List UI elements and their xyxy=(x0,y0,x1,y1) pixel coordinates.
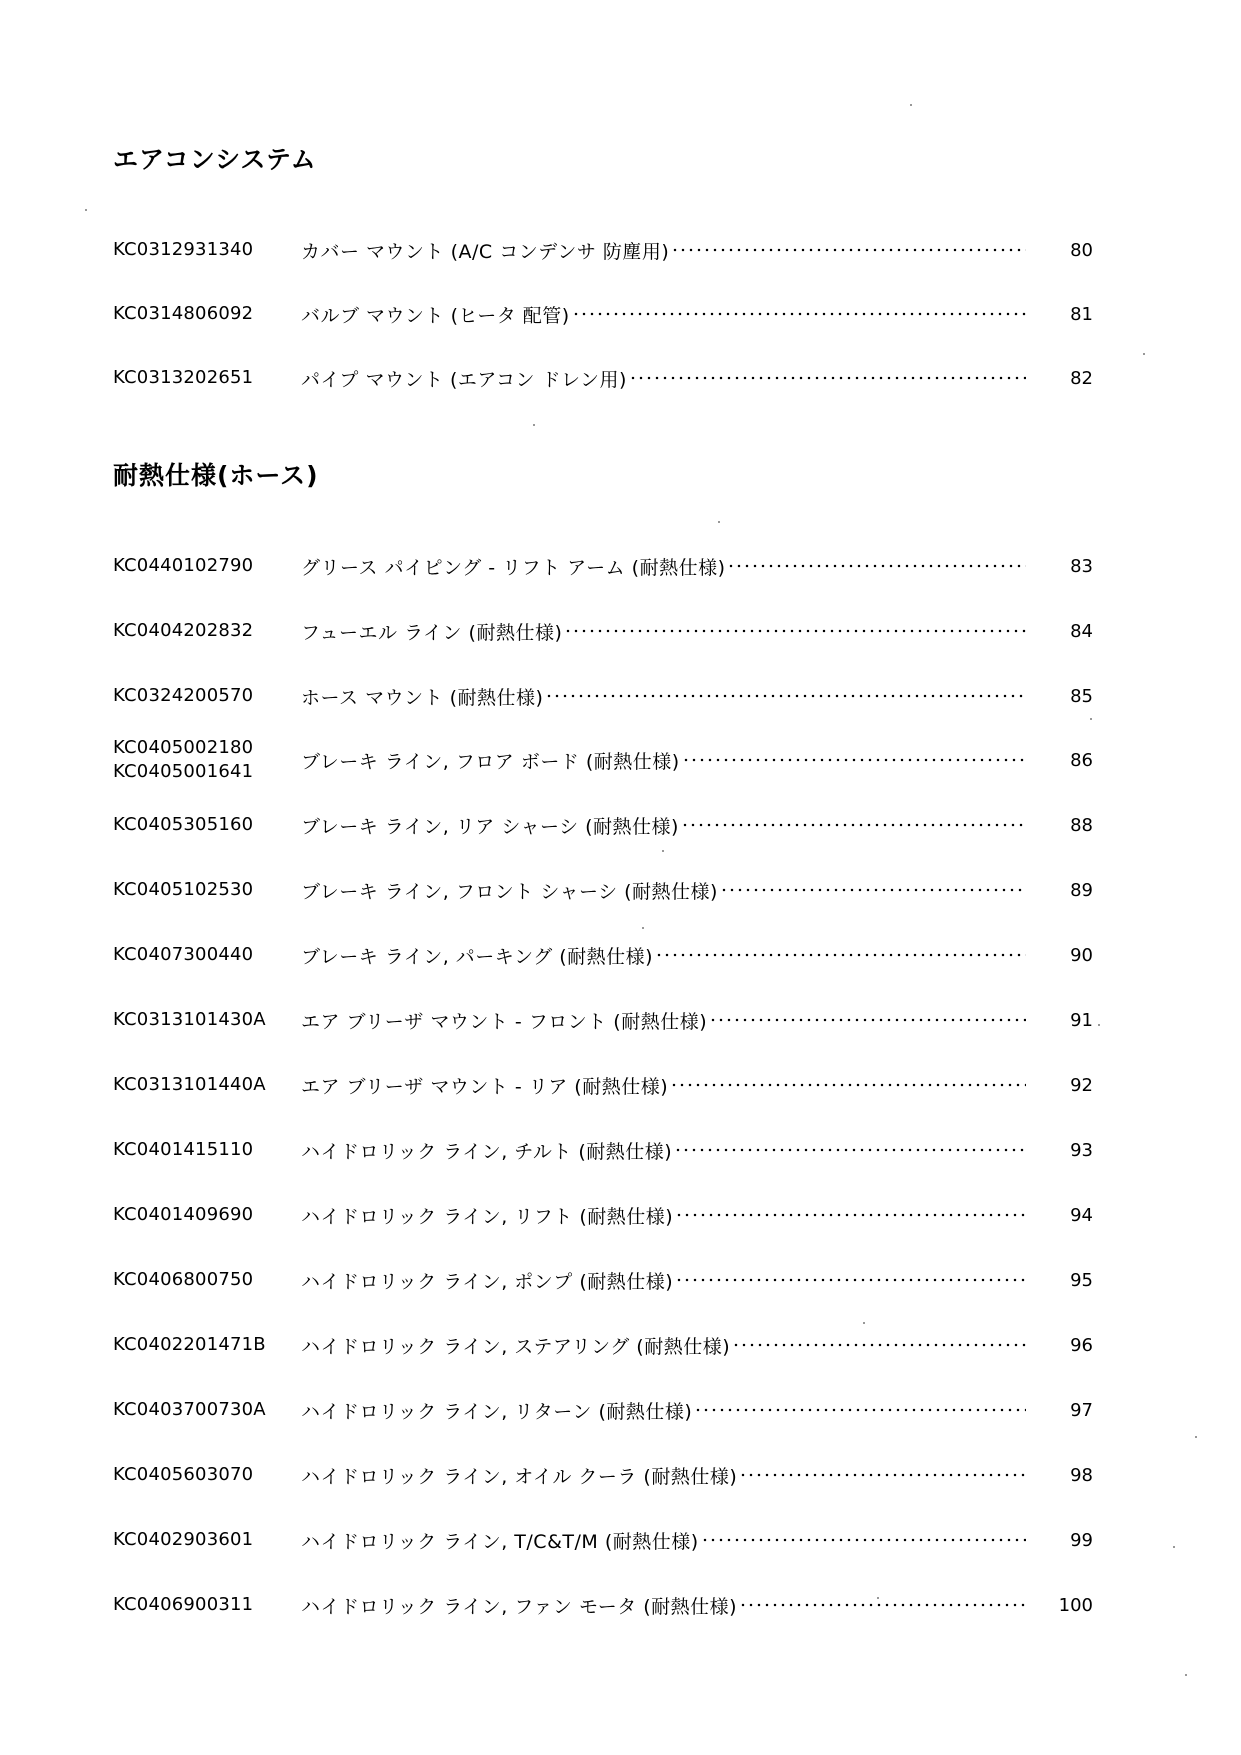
dot-leader xyxy=(671,230,1026,270)
entry-title-column xyxy=(301,1000,1026,1040)
entry-title-column xyxy=(301,230,1026,270)
toc-entry xyxy=(113,1195,1093,1235)
entry-title-column xyxy=(301,611,1026,651)
scan-speck xyxy=(1090,718,1092,720)
toc-entry xyxy=(113,1390,1093,1430)
entry-title: ハイドロリック ライン, チルト (耐熱仕様) xyxy=(301,1140,673,1163)
part-number-column xyxy=(113,1195,293,1235)
toc-entry xyxy=(113,1065,1093,1105)
dot-leader xyxy=(739,1585,1026,1625)
dot-leader xyxy=(655,935,1026,975)
toc-entry xyxy=(113,358,1093,398)
toc-entry xyxy=(113,676,1093,716)
dot-leader xyxy=(739,1455,1026,1495)
part-number: KC0405002180 xyxy=(113,737,254,758)
toc-entry xyxy=(113,1260,1093,1300)
toc-entry xyxy=(113,870,1093,910)
part-number-column xyxy=(113,805,293,845)
dot-leader xyxy=(564,611,1026,651)
entry-title: ハイドロリック ライン, T/C&T/M (耐熱仕様) xyxy=(301,1530,699,1553)
dot-leader xyxy=(670,1065,1026,1105)
dot-leader xyxy=(720,870,1026,910)
part-number: KC0402201471B xyxy=(113,1334,266,1355)
part-number: KC0405603070 xyxy=(113,1464,254,1485)
toc-entry xyxy=(113,230,1093,270)
entry-title: ハイドロリック ライン, ステアリング (耐熱仕様) xyxy=(301,1335,731,1358)
part-number-column xyxy=(113,1390,293,1430)
toc-entry xyxy=(113,1325,1093,1365)
scan-speck xyxy=(1195,1436,1197,1438)
entry-title-column xyxy=(301,1520,1026,1560)
scan-speck xyxy=(642,927,644,929)
scan-speck xyxy=(877,1597,879,1599)
part-number: KC0402903601 xyxy=(113,1529,254,1550)
entry-title-column xyxy=(301,732,1026,788)
entry-title: ブレーキ ライン, フロア ボード (耐熱仕様) xyxy=(301,750,680,773)
entry-title-column xyxy=(301,294,1026,334)
dot-leader xyxy=(545,676,1026,716)
entry-title: ハイドロリック ライン, オイル クーラ (耐熱仕様) xyxy=(301,1465,738,1488)
part-number-column xyxy=(113,1455,293,1495)
dot-leader xyxy=(572,294,1026,334)
dot-leader xyxy=(675,1195,1026,1235)
entry-title-column xyxy=(301,358,1026,398)
part-number-column xyxy=(113,1325,293,1365)
dot-leader xyxy=(674,1130,1026,1170)
part-number: KC0405102530 xyxy=(113,879,254,900)
part-number-column xyxy=(113,935,293,975)
part-number-column xyxy=(113,1065,293,1105)
part-number-column xyxy=(113,1130,293,1170)
entry-title-column xyxy=(301,1325,1026,1365)
entry-title-column xyxy=(301,870,1026,910)
entry-title: グリース パイピング - リフト アーム (耐熱仕様) xyxy=(301,556,726,579)
page-number: 84 xyxy=(1070,620,1093,642)
page-number: 100 xyxy=(1058,1594,1093,1616)
toc-entry xyxy=(113,611,1093,651)
part-number-column xyxy=(113,732,293,788)
dot-leader xyxy=(682,740,1026,780)
toc-entry xyxy=(113,294,1093,334)
part-number: KC0406900311 xyxy=(113,1594,254,1615)
entry-title: ブレーキ ライン, フロント シャーシ (耐熱仕様) xyxy=(301,880,718,903)
section-heading: 耐熱仕様(ホース) xyxy=(113,461,319,490)
toc-entry xyxy=(113,1520,1093,1560)
scan-speck xyxy=(533,424,535,426)
scan-speck xyxy=(718,521,720,523)
page-number: 86 xyxy=(1070,749,1093,771)
page-number: 81 xyxy=(1070,303,1093,325)
entry-title: カバー マウント (A/C コンデンサ 防塵用) xyxy=(301,240,670,263)
toc-entry xyxy=(113,935,1093,975)
page-number: 99 xyxy=(1070,1529,1093,1551)
toc-entry xyxy=(113,1455,1093,1495)
part-number-column xyxy=(113,358,293,398)
part-number: KC0401409690 xyxy=(113,1204,254,1225)
page-number: 93 xyxy=(1070,1139,1093,1161)
entry-title-column xyxy=(301,1195,1026,1235)
part-number-column xyxy=(113,230,293,270)
part-number: KC0314806092 xyxy=(113,303,254,324)
part-number-column xyxy=(113,1000,293,1040)
part-number: KC0324200570 xyxy=(113,685,254,706)
page-number: 80 xyxy=(1070,239,1093,261)
page-number: 98 xyxy=(1070,1464,1093,1486)
page-number: 97 xyxy=(1070,1399,1093,1421)
page-number: 92 xyxy=(1070,1074,1093,1096)
part-number: KC0407300440 xyxy=(113,944,254,965)
dot-leader xyxy=(701,1520,1026,1560)
part-number: KC0401415110 xyxy=(113,1139,254,1160)
section-heading: エアコンシステム xyxy=(113,145,317,174)
part-number-column xyxy=(113,1520,293,1560)
part-number: KC0313101430A xyxy=(113,1009,266,1030)
entry-title: ハイドロリック ライン, リターン (耐熱仕様) xyxy=(301,1400,693,1423)
entry-title-column xyxy=(301,546,1026,586)
entry-title-column xyxy=(301,805,1026,845)
dot-leader xyxy=(675,1260,1026,1300)
entry-title: ハイドロリック ライン, ポンプ (耐熱仕様) xyxy=(301,1270,674,1293)
part-number-column xyxy=(113,676,293,716)
part-number-column xyxy=(113,294,293,334)
entry-title-column xyxy=(301,1585,1026,1625)
scan-speck xyxy=(85,209,87,211)
page-number: 82 xyxy=(1070,367,1093,389)
part-number: KC0404202832 xyxy=(113,620,254,641)
scan-speck xyxy=(662,850,664,852)
part-number: KC0405305160 xyxy=(113,814,254,835)
entry-title: ホース マウント (耐熱仕様) xyxy=(301,686,544,709)
page-number: 89 xyxy=(1070,879,1093,901)
dot-leader xyxy=(681,805,1026,845)
part-number-column xyxy=(113,1585,293,1625)
dot-leader xyxy=(732,1325,1026,1365)
dot-leader xyxy=(709,1000,1026,1040)
entry-title-column xyxy=(301,676,1026,716)
part-number: KC0440102790 xyxy=(113,555,254,576)
entry-title-column xyxy=(301,1130,1026,1170)
dot-leader xyxy=(727,546,1026,586)
toc-entry xyxy=(113,1000,1093,1040)
entry-title: ハイドロリック ライン, ファン モータ (耐熱仕様) xyxy=(301,1595,738,1618)
toc-entry xyxy=(113,732,1093,788)
entry-title: バルブ マウント (ヒータ 配管) xyxy=(301,304,570,327)
toc-entry xyxy=(113,546,1093,586)
entry-title: ブレーキ ライン, パーキング (耐熱仕様) xyxy=(301,945,654,968)
part-number: KC0406800750 xyxy=(113,1269,254,1290)
entry-title: パイプ マウント (エアコン ドレン用) xyxy=(301,368,627,391)
page-number: 88 xyxy=(1070,814,1093,836)
entry-title-column xyxy=(301,1065,1026,1105)
part-number: KC0403700730A xyxy=(113,1399,266,1420)
part-number-column xyxy=(113,611,293,651)
part-number: KC0312931340 xyxy=(113,239,254,260)
toc-entry xyxy=(113,1130,1093,1170)
entry-title-column xyxy=(301,935,1026,975)
entry-title-column xyxy=(301,1260,1026,1300)
entry-title: ブレーキ ライン, リア シャーシ (耐熱仕様) xyxy=(301,815,679,838)
page-number: 90 xyxy=(1070,944,1093,966)
scan-speck xyxy=(1173,1546,1175,1548)
scan-speck xyxy=(1143,353,1145,355)
scan-speck xyxy=(910,104,912,106)
page-number: 94 xyxy=(1070,1204,1093,1226)
dot-leader xyxy=(629,358,1026,398)
dot-leader xyxy=(694,1390,1026,1430)
entry-title-column xyxy=(301,1455,1026,1495)
part-number-column xyxy=(113,546,293,586)
entry-title: エア ブリーザ マウント - フロント (耐熱仕様) xyxy=(301,1010,708,1033)
part-number-column xyxy=(113,1260,293,1300)
toc-entry xyxy=(113,805,1093,845)
part-number: KC0313202651 xyxy=(113,367,254,388)
part-number: KC0405001641 xyxy=(113,761,254,782)
entry-title: フューエル ライン (耐熱仕様) xyxy=(301,621,563,644)
page-number: 91 xyxy=(1070,1009,1093,1031)
page-number: 85 xyxy=(1070,685,1093,707)
page-number: 96 xyxy=(1070,1334,1093,1356)
scan-speck xyxy=(1098,1024,1100,1026)
entry-title-column xyxy=(301,1390,1026,1430)
page-number: 95 xyxy=(1070,1269,1093,1291)
entry-title: ハイドロリック ライン, リフト (耐熱仕様) xyxy=(301,1205,674,1228)
part-number: KC0313101440A xyxy=(113,1074,266,1095)
entry-title: エア ブリーザ マウント - リア (耐熱仕様) xyxy=(301,1075,669,1098)
scan-speck xyxy=(1185,1674,1187,1676)
scan-speck xyxy=(863,1322,865,1324)
part-number-column xyxy=(113,870,293,910)
page-number: 83 xyxy=(1070,555,1093,577)
toc-entry xyxy=(113,1585,1093,1625)
